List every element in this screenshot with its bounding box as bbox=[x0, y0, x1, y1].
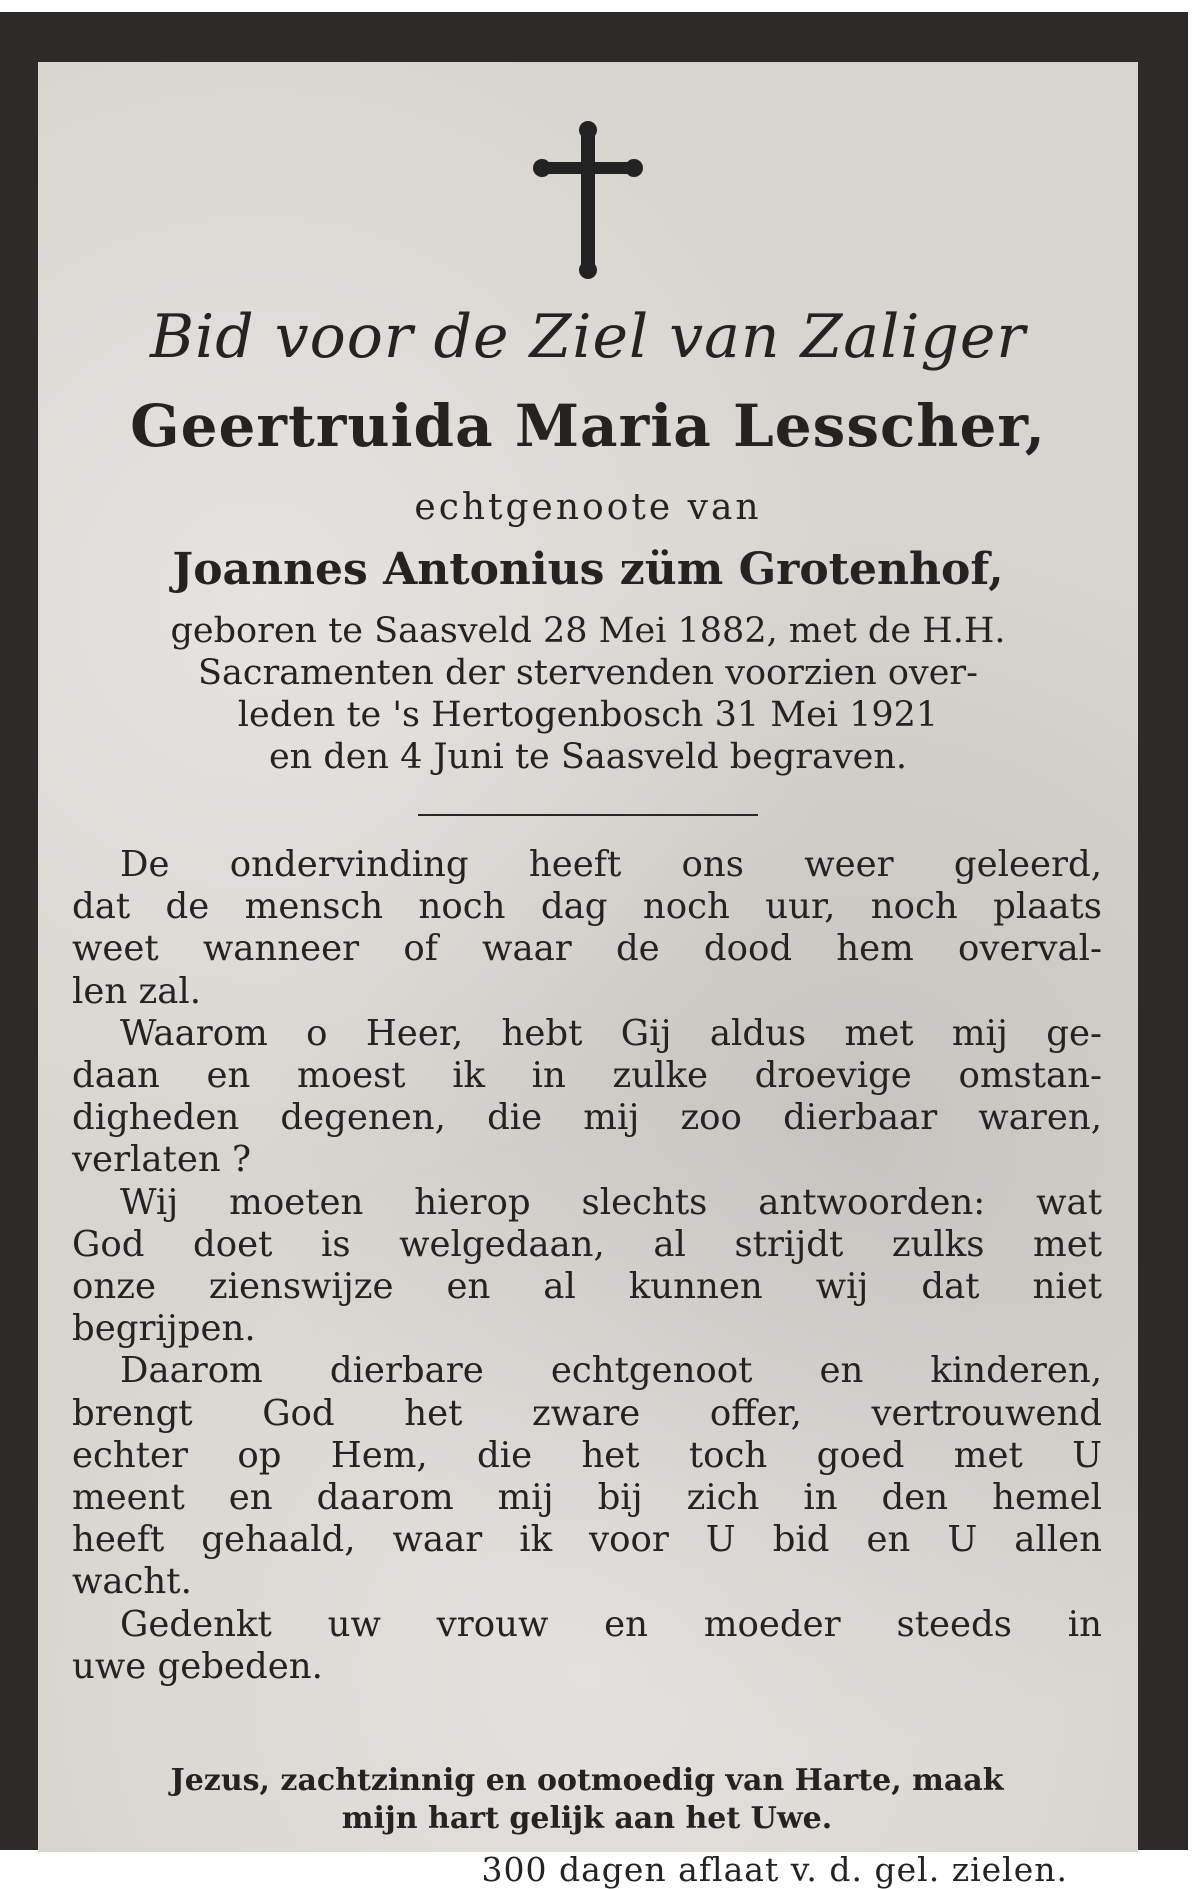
divider bbox=[418, 814, 758, 816]
invocation-heading: Bid voor de Ziel van Zaliger bbox=[149, 302, 1027, 372]
verse-line: meent en daarom mij bij zich in den hemel bbox=[72, 1477, 1102, 1519]
verse-line: onze zienswijze en al kunnen wij dat niet bbox=[72, 1266, 1102, 1308]
verse-line: begrijpen. bbox=[72, 1308, 256, 1350]
closing-prayer bbox=[72, 1762, 1102, 1838]
spouse-name: Joannes Antonius züm Grotenhof, bbox=[172, 544, 1004, 595]
bio-line: Sacramenten der stervenden voorzien over- bbox=[198, 653, 978, 693]
verse-line: heeft gehaald, waar ik voor U bid en U allen bbox=[72, 1519, 1102, 1561]
indulgence-note: 300 dagen aflaat v. d. gel. zielen. bbox=[481, 1850, 1068, 1889]
verse-line: brengt God het zware offer, vertrouwend bbox=[72, 1392, 1102, 1434]
memorial-text bbox=[72, 844, 1102, 1688]
verse-line: Wij moeten hierop slechts antwoorden: wat bbox=[120, 1181, 1102, 1223]
verse-line: echter op Hem, die het toch goed met U bbox=[72, 1434, 1102, 1476]
verse-line: De ondervinding heeft ons weer geleerd, bbox=[120, 844, 1102, 885]
spouse-label: echtgenoote van bbox=[414, 487, 762, 528]
deceased-name: Geertruida Maria Lesscher, bbox=[130, 392, 1046, 460]
verse-line: wacht. bbox=[72, 1561, 192, 1603]
verse-line: Daarom dierbare echtgenoot en kinderen, bbox=[120, 1350, 1102, 1392]
verse-line: God doet is welgedaan, al strijdt zulks met bbox=[72, 1223, 1102, 1265]
bio-line: leden te 's Hertogenbosch 31 Mei 1921 bbox=[237, 695, 939, 735]
bio-line: en den 4 Juni te Saasveld begraven. bbox=[268, 737, 908, 777]
verse-line: daan en moest ik in zulke droevige omstan- bbox=[72, 1055, 1102, 1097]
verse-line: weet wanneer of waar de dood hem overval- bbox=[72, 928, 1102, 970]
card-paper bbox=[38, 62, 1138, 1889]
prayer-line: Jezus, zachtzinnig en ootmoedig van Harte, maak bbox=[170, 1763, 1004, 1798]
bio-line: geboren te Saasveld 28 Mei 1882, met de H.H. bbox=[170, 611, 1006, 651]
verse-line: verlaten ? bbox=[72, 1139, 252, 1181]
biography bbox=[78, 610, 1098, 778]
verse-line: Gedenkt uw vrouw en moeder steeds in bbox=[120, 1603, 1102, 1645]
verse-line: uwe gebeden. bbox=[72, 1645, 323, 1687]
verse-line: dat de mensch noch dag noch uur, noch plaats bbox=[72, 886, 1102, 928]
memorial-card bbox=[0, 12, 1188, 1889]
verse-line: len zal. bbox=[72, 970, 202, 1012]
verse-line: digheden degenen, die mij zoo dierbaar waren, bbox=[72, 1097, 1102, 1139]
cross-icon bbox=[528, 120, 648, 280]
prayer-line: mijn hart gelijk aan het Uwe. bbox=[341, 1801, 833, 1836]
verse-line: Waarom o Heer, hebt Gij aldus met mij ge- bbox=[120, 1012, 1102, 1054]
